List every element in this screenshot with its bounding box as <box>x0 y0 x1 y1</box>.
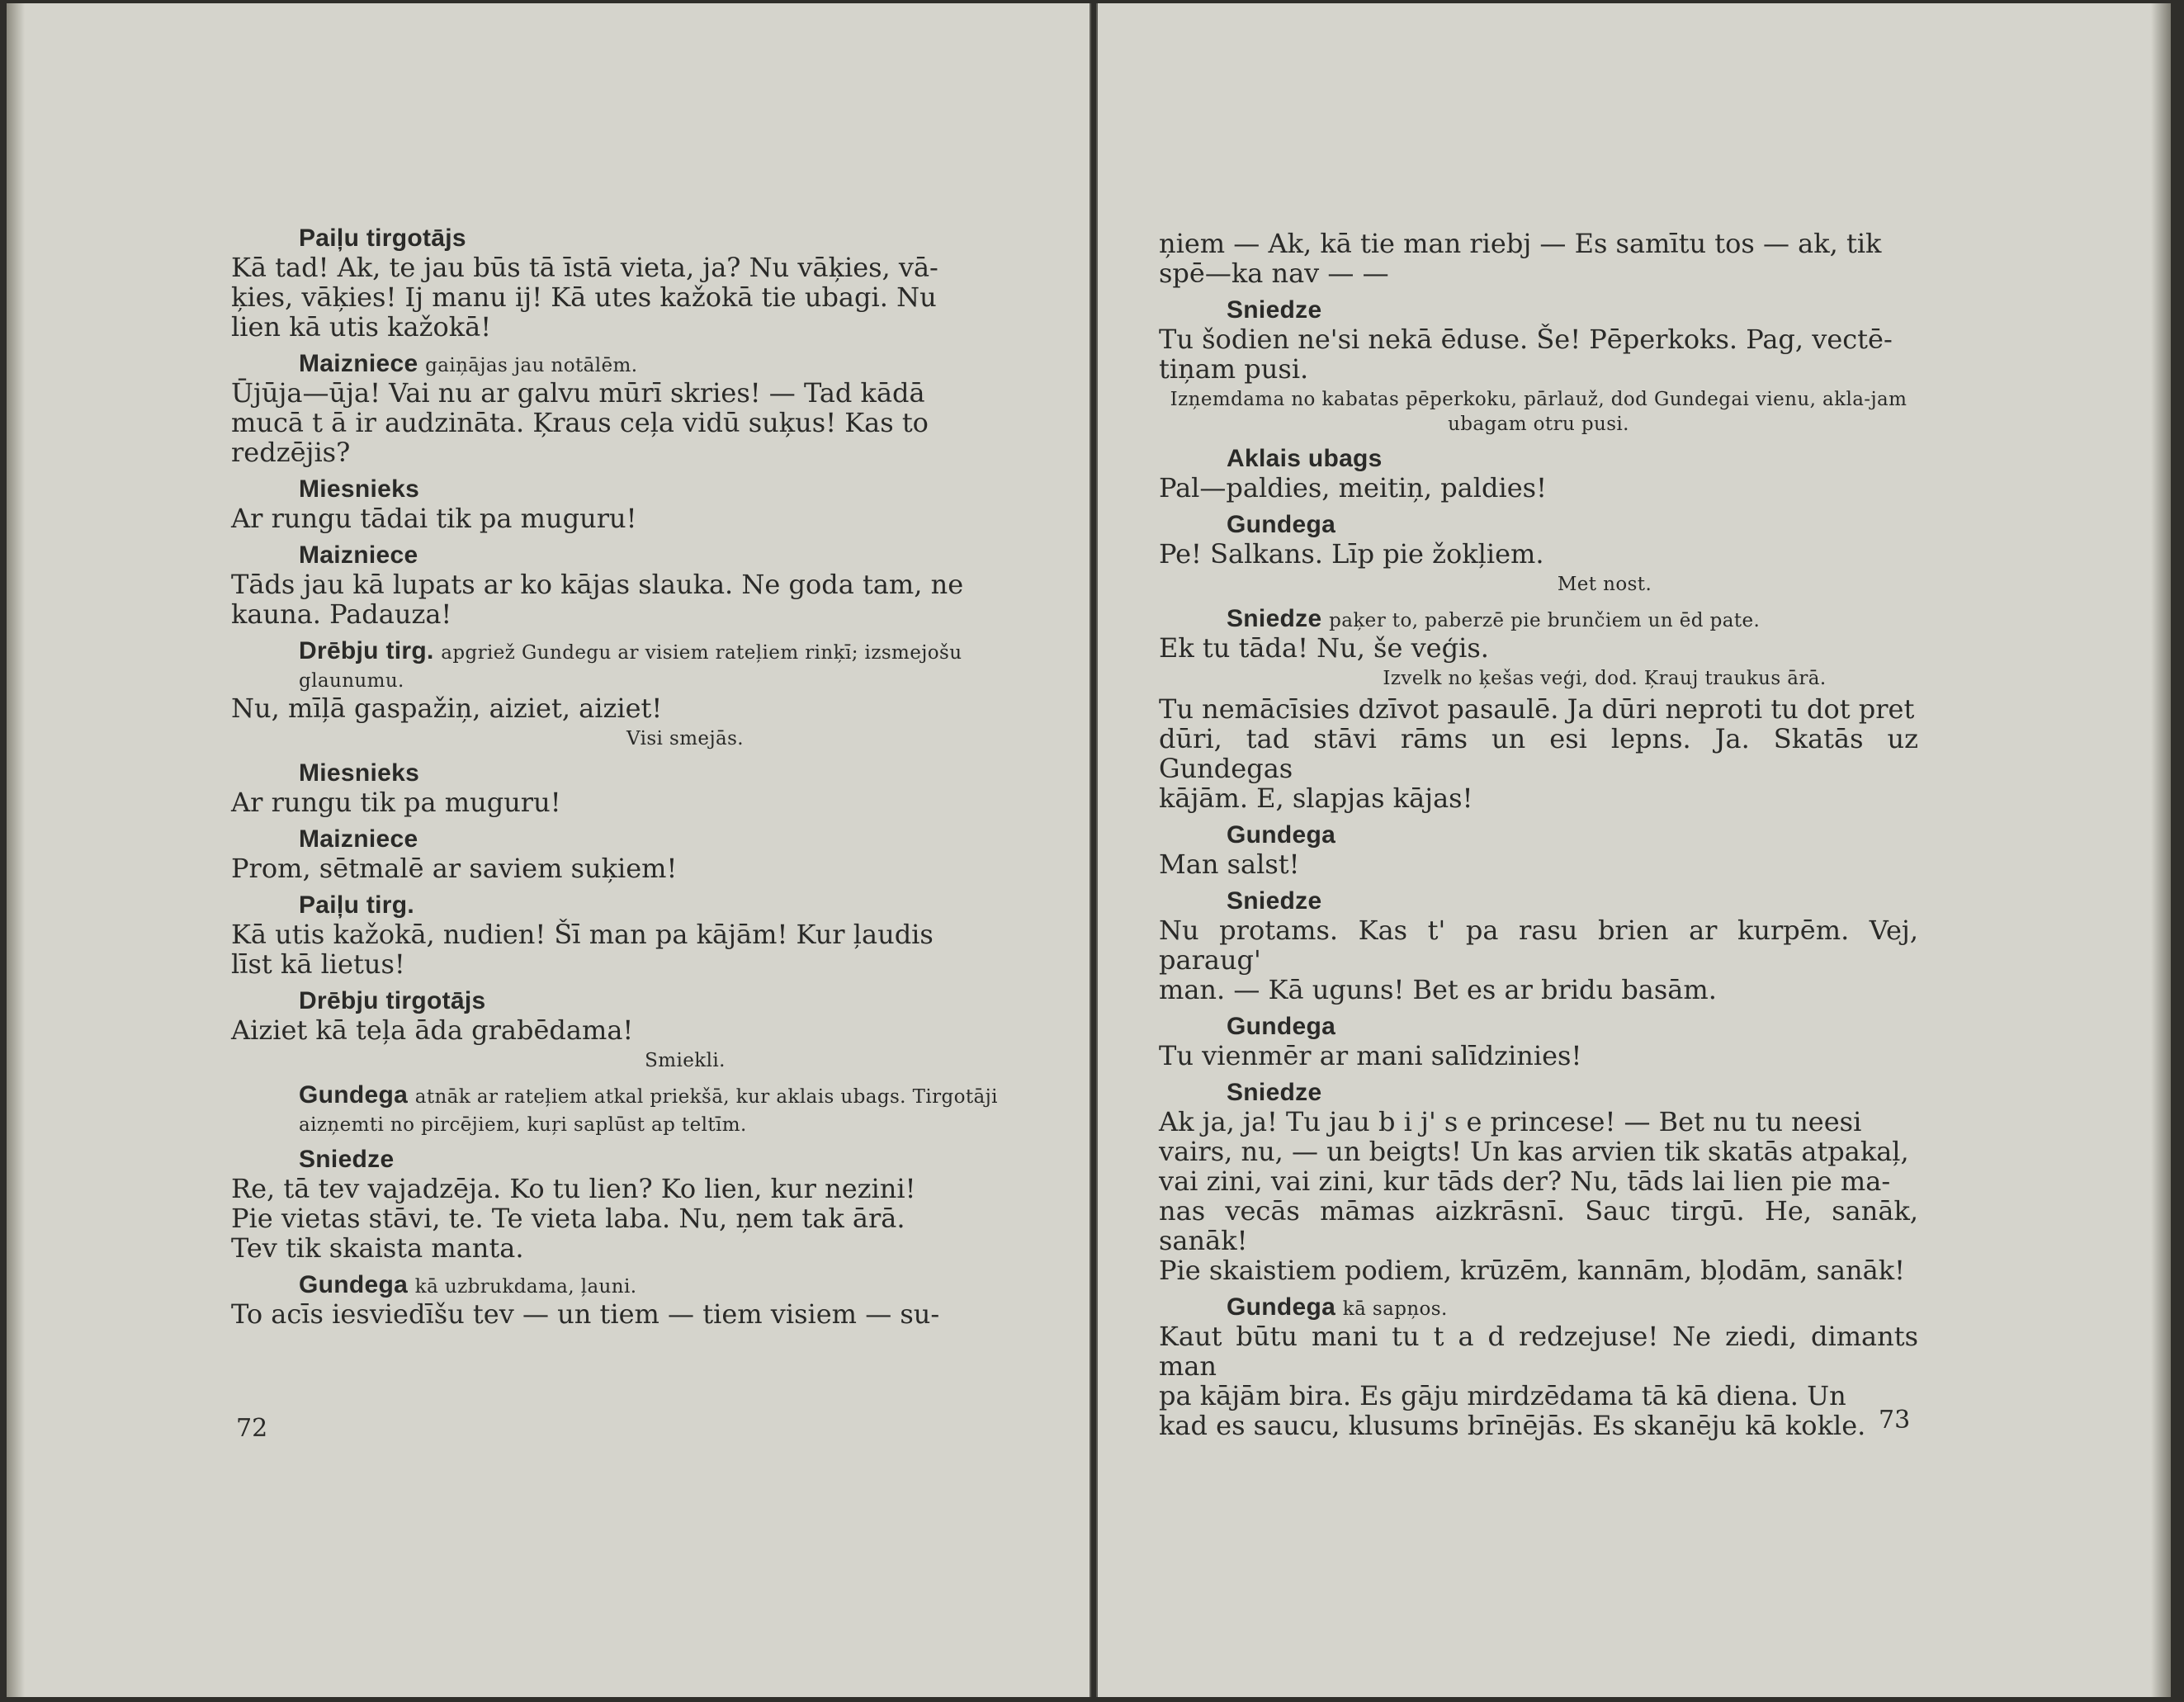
stage-direction: atnāk ar rateļiem atkal priekšā, kur aklais ubags. Tirgotāji aizņemti no pircējiem, kuŗi saplūst ap teltīm. <box>299 1086 998 1136</box>
speaker-name: Maizniece <box>299 825 418 853</box>
speaker-name: Aklais ubags <box>1227 445 1383 472</box>
right-page <box>1096 3 2171 1697</box>
dialogue-line: Kā utis kažokā, nudien! Šī man pa kājām! Kur ļaudis <box>231 919 934 950</box>
speaker-name: Gundega atnāk ar rateļiem atkal priekšā, kur aklais ubags. Tirgotāji aizņemti no pircējiem, kuŗi saplūst ap teltīm. <box>299 1081 998 1136</box>
dialogue-line: Tu nemācīsies dzīvot pasaulē. Ja dūri neproti tu dot pret <box>1159 693 1915 725</box>
dialogue-line: Nu, mīļā gaspažiņ, aiziet, aiziet! <box>231 693 663 724</box>
dialogue-line: Re, tā tev vajadzēja. Ko tu lien? Ko lien, kur nezini! <box>231 1173 916 1204</box>
dialogue-line: vairs, nu, — un beigts! Un kas arvien tik skatās atpakaļ, <box>1159 1136 1909 1167</box>
dialogue-line: Pie skaistiem podiem, krūzēm, kannām, bļodām, sanāk! <box>1159 1255 1905 1286</box>
dialogue-line: Ek tu tāda! Nu, še veģis. <box>1159 632 1489 664</box>
dialogue-line: dūri, tad stāvi rāms un esi lepns. Ja. Skatās uz Gundegas <box>1159 723 1918 784</box>
dialogue-line: lien kā utis kažokā! <box>231 311 492 343</box>
stage-direction: kā uzbrukdama, ļauni. <box>414 1276 637 1298</box>
dialogue-line: man. — Kā uguns! Bet es ar bridu basām. <box>1159 974 1717 1005</box>
stage-direction: Smiekli. <box>645 1050 726 1071</box>
dialogue-line: Ar rungu tik pa muguru! <box>231 787 561 818</box>
stage-direction: Izvelk no ķešas veģi, dod. Ķrauj traukus ārā. <box>1383 668 1827 689</box>
speaker-name: Miesnieks <box>299 475 420 503</box>
dialogue-line: Ūjūja—ūja! Vai nu ar galvu mūrī skries! — Tad kādā <box>231 377 925 409</box>
stage-direction: gaiņājas jau notālēm. <box>425 355 638 376</box>
speaker-name: Gundega kā uzbrukdama, ļauni. <box>299 1271 637 1298</box>
dialogue-line: Kaut būtu mani tu t a d redzejuse! Ne ziedi, dimants man <box>1159 1321 1918 1382</box>
dialogue-line: kauna. Padauza! <box>231 598 452 630</box>
dialogue-line: Tev tik skaista manta. <box>231 1232 524 1264</box>
left-page <box>7 3 1091 1697</box>
page-number: 73 <box>1879 1406 1911 1435</box>
stage-direction: Met nost. <box>1557 574 1652 595</box>
dialogue-line: Tu šodien ne'si nekā ēduse. Še! Pēperkoks. Pag, vectē- <box>1159 324 1893 355</box>
dialogue-line: pa kājām bira. Es gāju mirdzēdama tā kā diena. Un <box>1159 1380 1846 1411</box>
dialogue-line: Pal—paldies, meitiņ, paldies! <box>1159 472 1547 504</box>
dialogue-line: redzējis? <box>231 437 351 468</box>
page-number: 72 <box>236 1414 268 1443</box>
dialogue-line: spē—ka nav — — <box>1159 258 1389 289</box>
dialogue-line: ņiem — Ak, kā tie man riebj — Es samītu tos — ak, tik <box>1159 228 1882 259</box>
dialogue-line: To acīs iesviedīšu tev — un tiem — tiem visiem — su- <box>231 1298 940 1330</box>
dialogue-line: kad es saucu, klusums brīnējās. Es skanēju kā kokle. <box>1159 1410 1866 1441</box>
speaker-name: Sniedze <box>1227 887 1322 915</box>
speaker-name: Paiļu tirg. <box>299 891 414 919</box>
right-text-column <box>1159 229 1918 1440</box>
stage-direction: paķer to, paberzē pie brunčiem un ēd pate. <box>1329 610 1761 631</box>
stage-direction: Izņemdama no kabatas pēperkoku, pārlauž, dod Gundegai vienu, akla-jam ubagam otru pusi. <box>1170 389 1907 435</box>
speaker-name: Paiļu tirgotājs <box>299 225 466 252</box>
dialogue-line: Pie vietas stāvi, te. Te vieta laba. Nu, ņem tak ārā. <box>231 1203 905 1234</box>
dialogue-line: mucā t ā ir audzināta. Ķraus ceļa vidū suķus! Kas to <box>231 407 929 438</box>
speaker-name: Sniedze paķer to, paberzē pie brunčiem un ēd pate. <box>1227 605 1761 632</box>
dialogue-line: Ak ja, ja! Tu jau b i j' s e princese! — Bet nu tu neesi <box>1159 1106 1862 1137</box>
dialogue-line: tiņam pusi. <box>1159 353 1309 385</box>
stage-direction: kā sapņos. <box>1342 1298 1448 1320</box>
stage-direction: apgriež Gundegu ar visiem rateļiem rinķī; izsmejošu glaunumu. <box>299 642 962 692</box>
dialogue-line: vai zini, vai zini, kur tāds der? Nu, tāds lai lien pie ma- <box>1159 1165 1891 1197</box>
dialogue-line: Tāds jau kā lupats ar ko kājas slauka. Ne goda tam, ne <box>231 569 964 600</box>
dialogue-line: Ar rungu tādai tik pa muguru! <box>231 503 637 534</box>
speaker-name: Gundega <box>1227 821 1336 849</box>
left-text-column <box>231 225 1007 1329</box>
speaker-name: Sniedze <box>1227 1079 1322 1106</box>
dialogue-line: līst kā lietus! <box>231 948 405 980</box>
dialogue-line: nas vecās māmas aizkrāsnī. Sauc tirgū. He, sanāk, sanāk! <box>1159 1195 1918 1256</box>
dialogue-line: Pe! Salkans. Līp pie žokļiem. <box>1159 538 1544 570</box>
speaker-name: Maizniece gaiņājas jau notālēm. <box>299 350 638 377</box>
speaker-name: Gundega <box>1227 511 1336 538</box>
stage-direction: Visi smejās. <box>626 728 744 749</box>
dialogue-line: Man salst! <box>1159 849 1300 880</box>
dialogue-line: Kā tad! Ak, te jau būs tā īstā vieta, ja? Nu vāķies, vā- <box>231 252 938 283</box>
speaker-name: Miesnieks <box>299 759 420 787</box>
dialogue-line: ķies, vāķies! Ij manu ij! Kā utes kažokā tie ubagi. Nu <box>231 281 937 313</box>
dialogue-line: Aiziet kā teļa āda grabēdama! <box>231 1014 634 1046</box>
speaker-name: Sniedze <box>299 1146 395 1173</box>
speaker-name: Maizniece <box>299 541 418 569</box>
speaker-name: Sniedze <box>1227 296 1322 324</box>
dialogue-line: Prom, sētmalē ar saviem suķiem! <box>231 853 678 884</box>
speaker-name: Drēbju tirgotājs <box>299 987 486 1014</box>
speaker-name: Drēbju tirg. apgriež Gundegu ar visiem rateļiem rinķī; izsmejošu glaunumu. <box>299 637 962 692</box>
speaker-name: Gundega kā sapņos. <box>1227 1293 1448 1321</box>
dialogue-line: Tu vienmēr ar mani salīdzinies! <box>1159 1040 1582 1071</box>
dialogue-line: Nu protams. Kas t' pa rasu brien ar kurpēm. Vej, paraug' <box>1159 915 1918 976</box>
dialogue-line: kājām. E, slapjas kājas! <box>1159 782 1473 814</box>
speaker-name: Gundega <box>1227 1013 1336 1040</box>
